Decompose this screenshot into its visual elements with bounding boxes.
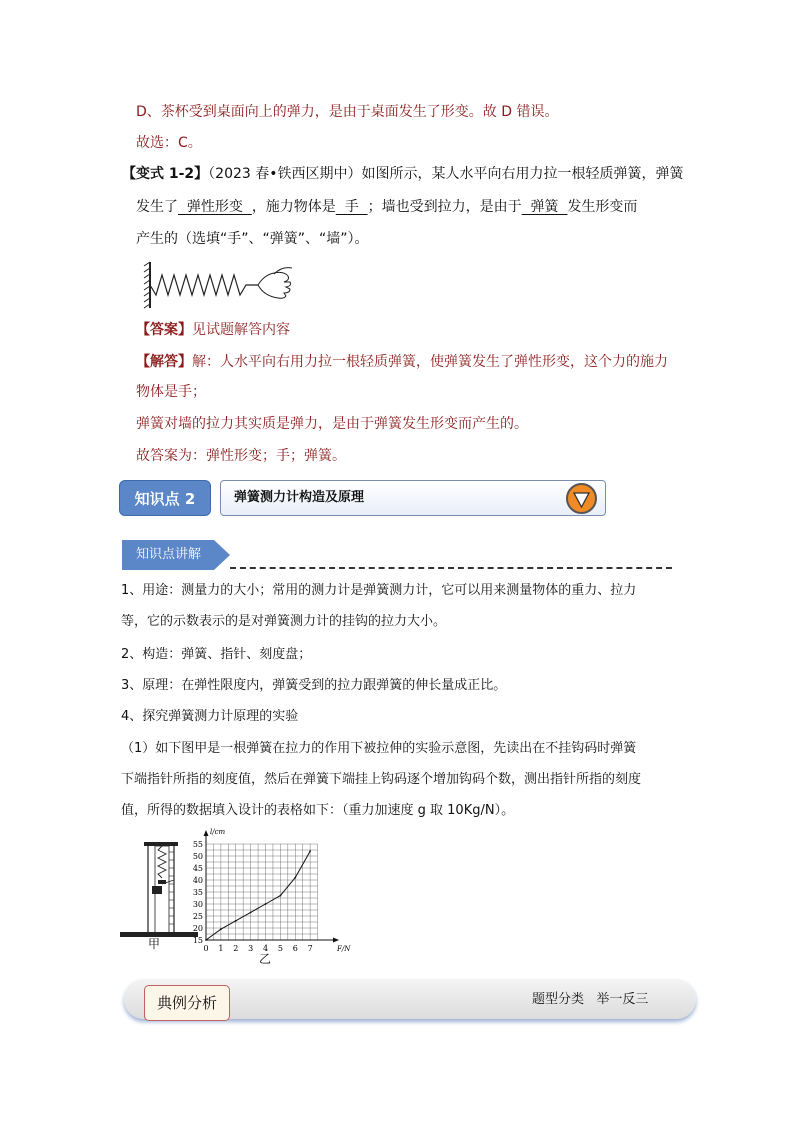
data-point (265, 903, 267, 905)
section-divider (230, 567, 672, 569)
variant-question-line1 (122, 164, 684, 184)
data-point (220, 928, 222, 930)
x-tick-label: 1 (218, 944, 224, 953)
paragraph-5-line1: （1）如下图甲是一根弹簧在拉力的作用下被拉伸的实验示意图，先读出在不挂钩码时弹簧 (121, 741, 637, 756)
x-tick-label: 3 (248, 944, 254, 953)
y-tick-label: 45 (192, 864, 203, 873)
data-point (250, 912, 252, 914)
question-text-2b: ，施力物体是 (251, 199, 336, 215)
solution-line4: 故答案为：弹性形变；手；弹簧。 (136, 448, 346, 464)
y-tick-label: 20 (192, 924, 203, 933)
solution-line1 (136, 352, 668, 372)
spring-pull-figure (140, 258, 300, 310)
x-tick-label: 5 (277, 944, 283, 953)
variant-source: （2023 春•铁西区期中） (208, 166, 362, 182)
figure-label-b: 乙 (259, 952, 272, 966)
knowledge-point-label: 知识点 2 (119, 480, 211, 516)
y-tick-label: 35 (192, 888, 203, 897)
paragraph-1-line1: 1、用途：测量力的大小；常用的测力计是弹簧测力计，它可以用来测量物体的重力、拉力 (121, 583, 637, 598)
x-tick-label: 0 (203, 944, 209, 953)
footer-right-label: 题型分类 举一反三 (532, 992, 649, 1007)
force-length-chart (186, 828, 352, 962)
x-axis-arrow (333, 938, 339, 943)
example-analysis-label: 典例分析 (144, 985, 230, 1021)
data-point (235, 920, 237, 922)
paragraph-4: 4、探究弹簧测力计原理的实验 (121, 709, 299, 724)
y-tick-label: 40 (192, 876, 203, 885)
y-tick-label: 30 (192, 900, 203, 909)
knowledge-point-title: 弹簧测力计构造及原理 (234, 490, 365, 505)
triangle-down-icon (568, 485, 595, 512)
solution-line3: 弹簧对墙的拉力其实质是弹力，是由于弹簧发生形变而产生的。 (136, 416, 528, 432)
paragraph-5-line2: 下端指针所指的刻度值，然后在弹簧下端挂上钩码逐个增加钩码个数，测出指针所指的刻度 (121, 772, 642, 787)
explanation-tab-label: 知识点讲解 (136, 547, 202, 562)
paragraph-3: 3、原理：在弹性限度内，弹簧受到的拉力跟弹簧的伸长量成正比。 (121, 678, 507, 693)
answer-blank-2: 手 (335, 199, 368, 215)
data-point (205, 939, 207, 941)
y-axis-arrow (204, 830, 209, 836)
solution-line2: 物体是手； (136, 384, 206, 400)
data-point (309, 850, 311, 852)
variant-tag: 【变式 1-2】 (122, 166, 209, 182)
answer-blank-3: 弹簧 (521, 199, 568, 215)
x-tick-label: 7 (307, 944, 313, 953)
y-tick-label: 50 (192, 852, 203, 861)
question-text-2a: 发生了 (136, 199, 178, 215)
option-d-explanation: D、茶杯受到桌面向上的弹力，是由于桌面发生了形变。故 D 错误。 (136, 104, 559, 120)
question-text-2d: 发生形变而 (567, 199, 638, 215)
solution-tag: 【解答】 (136, 354, 192, 370)
y-axis-label: l/cm (210, 828, 226, 836)
paragraph-1-line2: 等，它的示数表示的是对弹簧测力计的挂钩的拉力大小。 (121, 614, 447, 629)
x-tick-label: 2 (233, 944, 239, 953)
solution-text-1: 解：人水平向右用力拉一根轻质弹簧，使弹簧发生了弹性形变，这个力的施力 (192, 354, 668, 370)
answer-text: 见试题解答内容 (192, 322, 290, 338)
paragraph-5-line3: 值，所得的数据填入设计的表格如下：（重力加速度 g 取 10Kg/N）。 (121, 803, 515, 818)
y-tick-label: 55 (192, 840, 203, 849)
variant-question-line3: 产生的（选填“手”、“弹簧”、“墙”）。 (136, 231, 369, 247)
answer-tag: 【答案】 (136, 322, 192, 338)
figure-label-a: 甲 (148, 937, 161, 951)
answer-blank-1: 弹性形变 (178, 199, 252, 215)
answer-line (136, 320, 290, 340)
x-tick-label: 4 (262, 944, 269, 953)
choice-answer: 故选：C。 (136, 135, 202, 151)
data-point (294, 877, 296, 879)
question-text-1: 如图所示，某人水平向右用力拉一根轻质弹簧，弹簧 (361, 166, 684, 182)
y-tick-label: 15 (192, 936, 203, 945)
x-axis-label: F/N (337, 945, 351, 953)
data-point (279, 895, 281, 897)
question-text-2c: ；墙也受到拉力，是由于 (367, 199, 522, 215)
paragraph-2: 2、构造：弹簧、指针、刻度盘； (121, 647, 312, 662)
y-tick-label: 25 (192, 912, 203, 921)
x-tick-label: 6 (292, 944, 298, 953)
collapse-arrow-icon[interactable] (566, 483, 597, 514)
variant-question-line2 (136, 197, 637, 217)
